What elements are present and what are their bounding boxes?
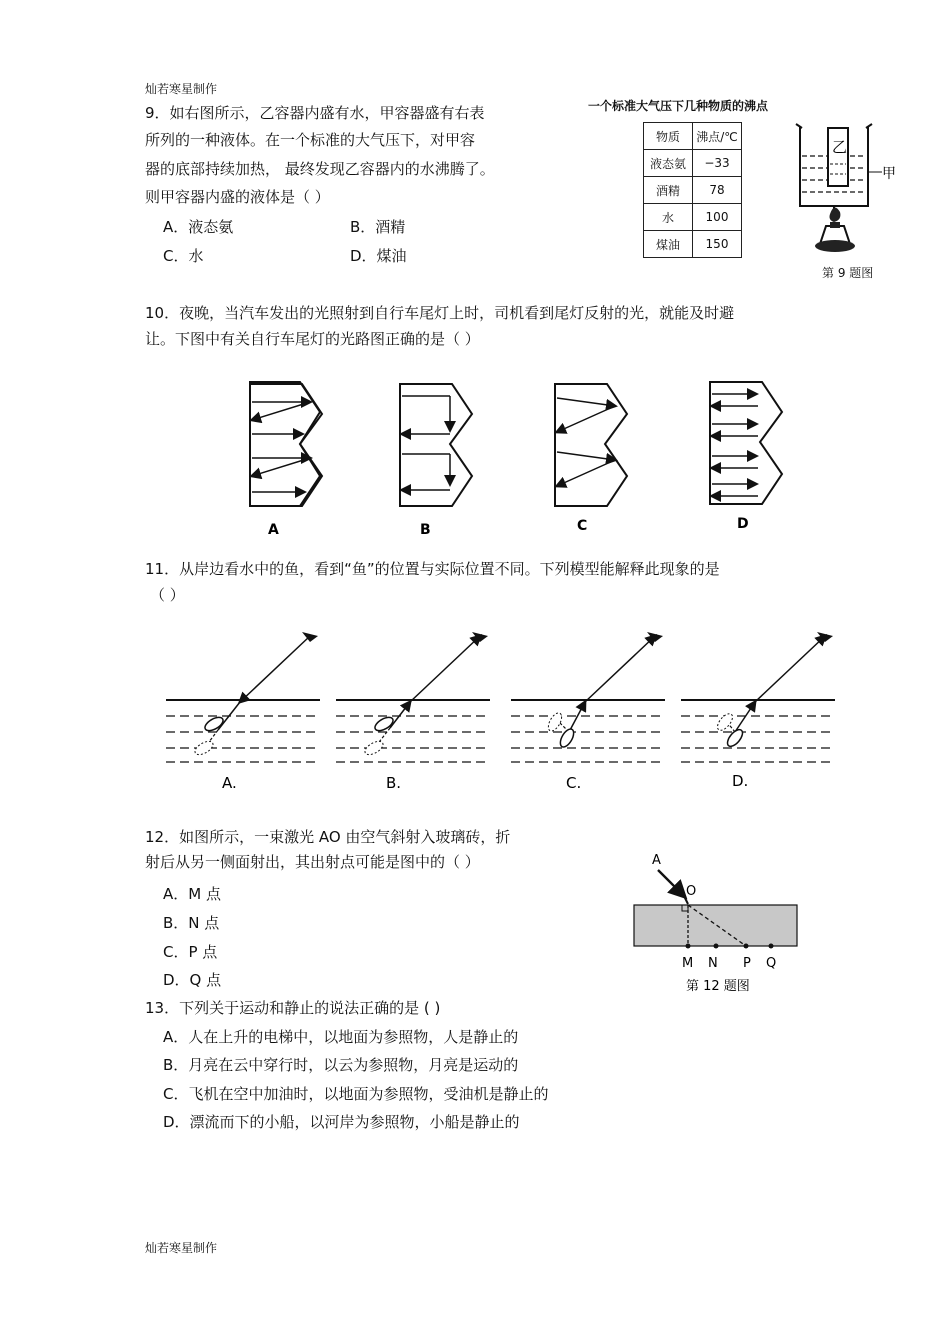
q9-boiling-point-table: [643, 122, 742, 258]
table-cell: 水: [644, 204, 693, 231]
table-row: [644, 177, 742, 204]
q12-option-b: B．N 点: [163, 914, 220, 932]
label-point-m: M: [682, 956, 694, 971]
q13-option-d: D．漂流而下的小船，以河岸为参照物，小船是静止的: [163, 1113, 520, 1131]
q12-figure-caption: 第 12 题图: [686, 979, 750, 994]
table-row: [644, 231, 742, 258]
q9-option-b: B．酒精: [350, 218, 406, 236]
q12-glass-brick-diagram: [630, 850, 805, 1000]
fish-option-c: [511, 632, 665, 762]
q12-option-c: C．P 点: [163, 943, 218, 961]
q9-line-1: 9．如右图所示，乙容器内盛有水，甲容器盛有右表: [145, 104, 485, 122]
q9-line-2: 所列的一种液体。在一个标准的大气压下，对甲容: [145, 131, 476, 149]
table-cell: 液态氨: [644, 150, 693, 177]
label-point-n: N: [708, 956, 718, 971]
q12-option-d: D．Q 点: [163, 971, 222, 989]
page-header: 灿若寒星制作: [145, 82, 218, 96]
taillight-option-b: [400, 384, 472, 506]
q11-fish-diagrams: [160, 622, 850, 797]
label-yi: 乙: [832, 138, 848, 156]
label-d: D: [737, 516, 749, 532]
q9-figure-caption: 第 9 题图: [822, 266, 874, 280]
table-cell: 物质: [644, 123, 693, 150]
table-cell: 150: [693, 231, 742, 258]
fish-option-b: [336, 632, 490, 762]
taillight-option-d: [710, 382, 782, 504]
taillight-option-c: [555, 384, 627, 506]
q12-line-1: 12．如图所示，一束激光 AO 由空气斜射入玻璃砖，折: [145, 828, 511, 846]
label-b: B.: [386, 774, 402, 792]
q13-option-b: B．月亮在云中穿行时，以云为参照物，月亮是运动的: [163, 1056, 519, 1074]
q12-line-2: 射后从另一侧面射出，其出射点可能是图中的（ ）: [145, 853, 480, 871]
q9-line-3: 器的底部持续加热， 最终发现乙容器内的水沸腾了。: [145, 160, 495, 178]
table-cell: 78: [693, 177, 742, 204]
table-cell: −33: [693, 150, 742, 177]
table-row: [644, 150, 742, 177]
label-jia: 甲: [882, 166, 896, 182]
q11-line-2: （ ）: [150, 586, 185, 604]
q9-table-title: 一个标准大气压下几种物质的沸点: [588, 99, 769, 113]
label-a: A.: [222, 774, 237, 792]
q13-option-c: C．飞机在空中加油时，以地面为参照物，受油机是静止的: [163, 1085, 549, 1103]
table-cell: 酒精: [644, 177, 693, 204]
fish-option-d: [681, 632, 835, 762]
q13-option-a: A．人在上升的电梯中，以地面为参照物，人是静止的: [163, 1028, 519, 1046]
label-point-o: O: [686, 884, 697, 899]
table-cell: 煤油: [644, 231, 693, 258]
label-d: D.: [732, 772, 749, 790]
q10-line-2: 让。下图中有关自行车尾灯的光路图正确的是（ ）: [145, 330, 480, 348]
label-point-q: Q: [766, 956, 777, 971]
q11-line-1: 11．从岸边看水中的鱼，看到“鱼”的位置与实际位置不同。下列模型能解释此现象的是: [145, 560, 720, 578]
q9-option-d: D．煤油: [350, 247, 407, 265]
label-point-p: P: [743, 956, 751, 971]
table-cell: 100: [693, 204, 742, 231]
table-row: [644, 204, 742, 231]
label-b: B: [420, 522, 431, 538]
label-point-a: A: [652, 853, 661, 868]
q10-line-1: 10．夜晚，当汽车发出的光照射到自行车尾灯上时，司机看到尾灯反射的光，就能及时避: [145, 304, 735, 322]
table-cell: 沸点/℃: [693, 123, 742, 150]
q10-taillight-diagrams: [240, 372, 800, 542]
fish-option-a: [166, 632, 320, 762]
q12-option-a: A．M 点: [163, 885, 221, 903]
label-a: A: [268, 522, 279, 538]
page-footer: 灿若寒星制作: [145, 1241, 218, 1255]
label-c: C.: [566, 774, 582, 792]
table-row: [644, 123, 742, 150]
q9-line-4: 则甲容器内盛的液体是（ ）: [145, 188, 330, 206]
q9-option-c: C．水: [163, 247, 204, 265]
q9-option-a: A．液态氨: [163, 218, 234, 236]
q9-beaker-diagram: [790, 118, 905, 268]
q13-line-1: 13．下列关于运动和静止的说法正确的是 ( ): [145, 999, 441, 1017]
label-c: C: [577, 518, 588, 534]
